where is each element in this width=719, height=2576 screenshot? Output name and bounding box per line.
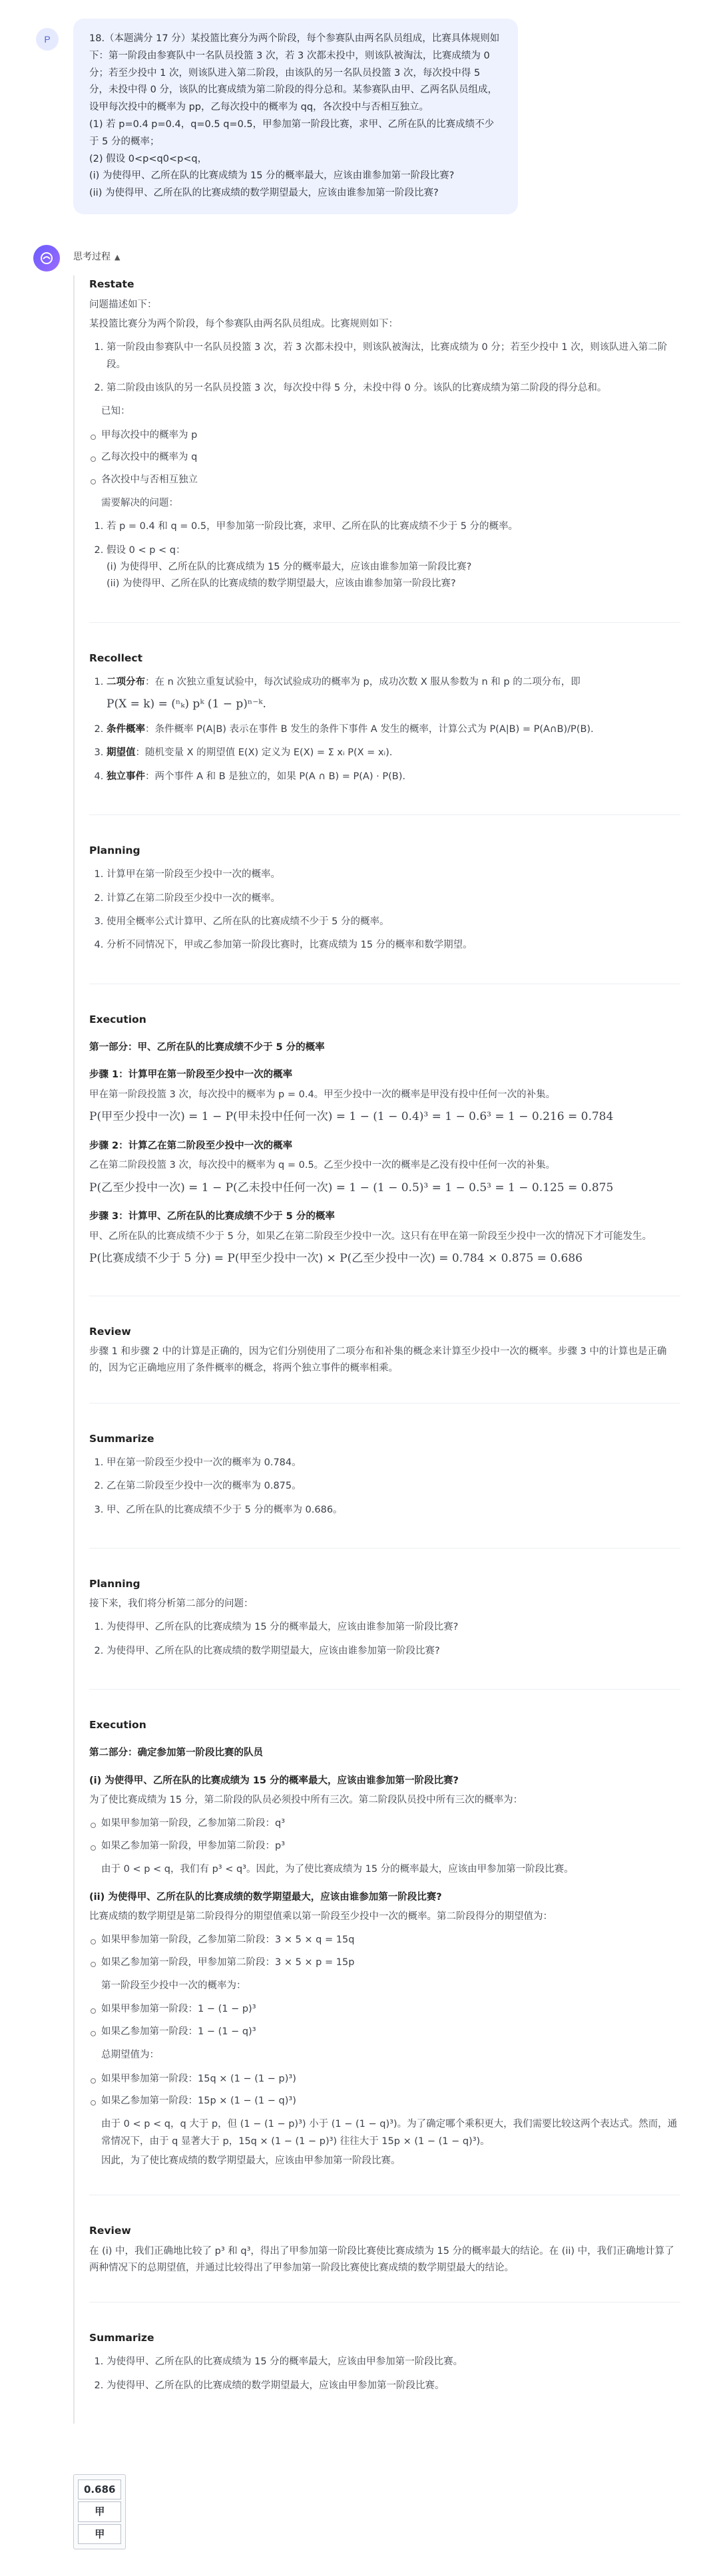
section-execution (89, 1716, 680, 2195)
question-stem: 18.（本题满分 17 分）某投篮比赛分为两个阶段，每个参赛队由两名队员组成，比赛具体规则如下：第一阶段由参赛队中一名队员投篮 3 次，若 3 次都未投中，则该队被淘汰，比赛成绩为 0 分；若至少投中 1 次，则该队进入第二阶段，由该队的另一名队员投篮 3 次，每次投中得 5 分，未投中得 0 分，该队的比赛成绩为第二阶段的得分总和。某参赛队由甲、乙两名队员组成，设甲每次投中的概率为 pp，乙每次投中的概率为 qq，各次投中与否相互独立。 (89, 33, 500, 113)
step-heading: 步骤 3：计算甲、乙所在队的比赛成绩不少于 5 分的概率 (89, 1211, 335, 1222)
question-part-1: (1) 若 p=0.4 p=0.4，q=0.5 q=0.5，甲参加第一阶段比赛，求甲、乙所在队的比赛成绩不少于 5 分的概率； (89, 118, 495, 147)
concept-text: ：在 n 次独立重复试验中，每次试验成功的概率为 p，成功次数 X 服从参数为 n 和 p 的二项分布，即 (145, 676, 581, 687)
list-item: 如果乙参加第一阶段，甲参加第二阶段：p³ (89, 1838, 680, 1855)
text: 已知： (101, 406, 130, 417)
user-bubble[interactable] (73, 19, 518, 214)
summary-list (89, 2354, 680, 2394)
list-item: 2. 第二阶段由该队的另一名队员投篮 3 次，每次投中得 5 分，未投中得 0 分。该队的比赛成绩为第二阶段的得分总和。 (107, 380, 680, 397)
list-item: 1. 第一阶段由参赛队中一名队员投篮 3 次，若 3 次都未投中，则该队被淘汰，比赛成绩为 0 分；若至少投中 1 次，则该队进入第二阶段。 (107, 339, 680, 373)
section-recollect (89, 649, 680, 815)
case-list (89, 2001, 680, 2040)
list-item: 2. 为使得甲、乙所在队的比赛成绩的数学期望最大，应该由甲参加第一阶段比赛。 (107, 2378, 680, 2394)
list-item (107, 542, 680, 593)
list-item: 如果乙参加第一阶段：1 − (1 − q)³ (89, 2024, 680, 2040)
assistant-message (0, 245, 719, 2549)
concept-text: ：条件概率 P(A|B) 表示在事件 B 发生的条件下事件 A 发生的概率，计算公式为 P(A|B) = P(A∩B)/P(B). (145, 724, 594, 735)
case-list (89, 2071, 680, 2110)
concepts-list (89, 674, 680, 785)
text: 甲在第一阶段投篮 3 次，每次投中的概率为 p = 0.4。甲至少投中一次的概率是甲没有投中任何一次的补集。 (89, 1089, 556, 1100)
section-execution (89, 1011, 680, 1296)
question-part-2ii: (ii) 为使得甲、乙所在队的比赛成绩的数学期望最大，应该由谁参加第一阶段比赛? (89, 188, 439, 199)
concept-head: 二项分布 (107, 676, 145, 687)
step-heading: (i) 为使得甲、乙所在队的比赛成绩为 15 分的概率最大，应该由谁参加第一阶段比赛? (89, 1775, 459, 1786)
final-answer-box (73, 2474, 126, 2549)
section-title: Recollect (89, 651, 143, 664)
step-heading: 步骤 1：计算甲在第一阶段至少投中一次的概率 (89, 1069, 293, 1081)
list-item: 乙每次投中的概率为 q (89, 449, 680, 466)
thinking-toggle[interactable] (73, 249, 120, 266)
list-item: 3. 甲、乙所在队的比赛成绩不少于 5 分的概率为 0.686。 (107, 1502, 680, 1519)
question-part-2: (2) 假设 0<p<q0<p<q， (89, 153, 208, 164)
list-item: 1. 若 p = 0.4 和 q = 0.5，甲参加第一阶段比赛，求甲、乙所在队的比赛成绩不少于 5 分的概率。 (107, 518, 680, 535)
list-item: 如果甲参加第一阶段：1 − (1 − p)³ (89, 2001, 680, 2018)
list-item: 1. 为使得甲、乙所在队的比赛成绩为 15 分的概率最大，应该由谁参加第一阶段比赛? (107, 1619, 680, 1636)
concept-head: 独立事件 (107, 771, 145, 782)
answer-2ii: 甲 (78, 2524, 121, 2544)
list-item: 如果乙参加第一阶段：15p × (1 − (1 − q)³) (89, 2093, 680, 2110)
list-item: 2. 为使得甲、乙所在队的比赛成绩的数学期望最大，应该由谁参加第一阶段比赛? (107, 1643, 680, 1660)
concept-text: ：随机变量 X 的期望值 E(X) 定义为 E(X) = Σ xᵢ P(X = xᵢ). (135, 747, 393, 759)
list-item: 各次投中与否相互独立 (89, 472, 680, 488)
concept-head: 期望值 (107, 747, 136, 759)
text: 为了使比赛成绩为 15 分，第二阶段的队员必须投中所有三次。第二阶段队员投中所有三次的概率为： (89, 1795, 523, 1806)
user-avatar: P (36, 28, 59, 51)
formula: P(乙至少投中一次) = 1 − P(乙未投中任何一次) = 1 − (1 − 0.5)³ = 1 − 0.5³ = 1 − 0.125 = 0.875 (89, 1181, 614, 1195)
list-item: 1. 为使得甲、乙所在队的比赛成绩为 15 分的概率最大，应该由甲参加第一阶段比赛。 (107, 2354, 680, 2370)
formula: P(X = k) = (ⁿₖ) pᵏ (1 − p)ⁿ⁻ᵏ. (107, 697, 266, 711)
section-title: Review (89, 2225, 131, 2237)
section-title: Execution (89, 1013, 146, 1025)
rules-list (89, 339, 680, 397)
list-item: 4. 分析不同情况下，甲或乙参加第一阶段比赛时，比赛成绩为 15 分的概率和数学期望。 (107, 937, 680, 954)
step-heading: (ii) 为使得甲、乙所在队的比赛成绩的数学期望最大，应该由谁参加第一阶段比赛? (89, 1891, 442, 1903)
text: 因此，为了使比赛成绩的数学期望最大，应该由甲参加第一阶段比赛。 (101, 2155, 401, 2167)
section-restate (89, 276, 680, 622)
user-message (0, 19, 719, 214)
list-item: 如果乙参加第一阶段，甲参加第二阶段：3 × 5 × p = 15p (89, 1954, 680, 1971)
list-item: 2. 乙在第二阶段至少投中一次的概率为 0.875。 (107, 1478, 680, 1495)
section-summarize (89, 1430, 680, 1549)
section-title: Execution (89, 1719, 146, 1732)
section-planning (89, 1575, 680, 1690)
text: 甲、乙所在队的比赛成绩不少于 5 分，如果乙在第二阶段至少投中一次。这只有在甲在第一阶段至少投中一次的情况下才可能发生。 (89, 1230, 652, 1242)
case-list (89, 1932, 680, 1971)
case-list (89, 1815, 680, 1855)
list-item (107, 769, 680, 785)
text: 需要解决的问题： (101, 497, 178, 508)
list-item: 1. 甲在第一阶段至少投中一次的概率为 0.784。 (107, 1455, 680, 1471)
list-item: 甲每次投中的概率为 p (89, 427, 680, 444)
section-title: Restate (89, 278, 134, 291)
list-item (107, 745, 680, 761)
plan-list (89, 866, 680, 954)
summary-list (89, 1455, 680, 1519)
text: 某投篮比赛分为两个阶段，每个参赛队由两名队员组成。比赛规则如下： (89, 318, 398, 329)
list-item (107, 721, 680, 738)
formula: P(甲至少投中一次) = 1 − P(甲未投中任何一次) = 1 − (1 − 0.4)³ = 1 − 0.6³ = 1 − 0.216 = 0.784 (89, 1110, 614, 1124)
plan-list (89, 1619, 680, 1660)
section-title: Summarize (89, 1432, 154, 1445)
text: 接下来，我们将分析第二部分的问题： (89, 1598, 254, 1610)
text: 比赛成绩的数学期望是第二阶段得分的期望值乘以第一阶段至少投中一次的概率。第二阶段得分的期望值为： (89, 1911, 553, 1922)
text: 在 (i) 中，我们正确地比较了 p³ 和 q³，得出了甲参加第一阶段比赛使比赛成绩为 15 分的概率最大的结论。在 (ii) 中，我们正确地计算了两种情况下的总期望值，并通过比较得出了甲参加第一阶段比赛使比赛成绩的数学期望最大的结论。 (89, 2245, 674, 2273)
section-planning (89, 842, 680, 984)
section-review (89, 1323, 680, 1403)
section-title: Planning (89, 844, 140, 857)
answer-1: 0.686 (78, 2480, 121, 2499)
text: 由于 0 < p < q，q 大于 p，但 (1 − (1 − p)³) 小于 (1 − (1 − q)³)。为了确定哪个乘积更大，我们需要比较这两个表达式。然而，通常情况下，由于 q 显著大于 p，15q × (1 − (1 − p)³) 往往大于 15p × (1 − (1 − q)³)。 (101, 2119, 678, 2147)
list-item (107, 674, 680, 715)
section-title: Summarize (89, 2332, 154, 2344)
text: 总期望值为： (101, 2050, 159, 2061)
assistant-avatar-icon (33, 245, 60, 272)
section-summarize (89, 2329, 680, 2424)
section-title: Review (89, 1325, 131, 1338)
section-review (89, 2222, 680, 2302)
known-list (89, 427, 680, 488)
questions-list (89, 518, 680, 593)
part-heading: 第二部分：确定参加第一阶段比赛的队员 (89, 1748, 263, 1759)
text: 2. 假设 0 < p < q： (107, 544, 186, 556)
answer-2i: 甲 (78, 2501, 121, 2521)
chevron-up-icon: ▲ (115, 252, 120, 262)
text: (i) 为使得甲、乙所在队的比赛成绩为 15 分的概率最大，应该由谁参加第一阶段比赛? (107, 562, 472, 573)
text: 由于 0 < p < q，我们有 p³ < q³。因此，为了使比赛成绩为 15 分的概率最大，应该由甲参加第一阶段比赛。 (101, 1864, 574, 1875)
list-item: 如果甲参加第一阶段，乙参加第二阶段：q³ (89, 1815, 680, 1832)
formula: P(比赛成绩不少于 5 分) = P(甲至少投中一次) × P(乙至少投中一次) = 0.784 × 0.875 = 0.686 (89, 1252, 583, 1266)
step-heading: 步骤 2：计算乙在第二阶段至少投中一次的概率 (89, 1140, 293, 1151)
question-part-2i: (i) 为使得甲、乙所在队的比赛成绩为 15 分的概率最大，应该由谁参加第一阶段比赛? (89, 170, 455, 182)
concept-text: ：两个事件 A 和 B 是独立的，如果 P(A ∩ B) = P(A) · P(B). (145, 771, 405, 782)
thinking-panel (73, 276, 680, 2424)
concept-head: 条件概率 (107, 724, 145, 735)
thinking-label: 思考过程 (73, 251, 111, 262)
list-item: 如果甲参加第一阶段：15q × (1 − (1 − p)³) (89, 2071, 680, 2088)
text: 问题描述如下： (89, 299, 157, 310)
text: (ii) 为使得甲、乙所在队的比赛成绩的数学期望最大，应该由谁参加第一阶段比赛? (107, 578, 456, 590)
list-item: 如果甲参加第一阶段，乙参加第二阶段：3 × 5 × q = 15q (89, 1932, 680, 1948)
list-item: 3. 使用全概率公式计算甲、乙所在队的比赛成绩不少于 5 分的概率。 (107, 914, 680, 930)
part-heading: 第一部分：甲、乙所在队的比赛成绩不少于 5 分的概率 (89, 1041, 325, 1053)
text: 步骤 1 和步骤 2 中的计算是正确的，因为它们分别使用了二项分布和补集的概念来计算至少投中一次的概率。步骤 3 中的计算也是正确的，因为它正确地应用了条件概率的概念，将两个独立事件的概率相乘。 (89, 1346, 667, 1374)
text: 第一阶段至少投中一次的概率为： (101, 1980, 246, 1992)
section-title: Planning (89, 1577, 140, 1590)
list-item: 2. 计算乙在第二阶段至少投中一次的概率。 (107, 890, 680, 907)
text: 乙在第二阶段投篮 3 次，每次投中的概率为 q = 0.5。乙至少投中一次的概率是乙没有投中任何一次的补集。 (89, 1160, 556, 1171)
list-item: 1. 计算甲在第一阶段至少投中一次的概率。 (107, 866, 680, 883)
